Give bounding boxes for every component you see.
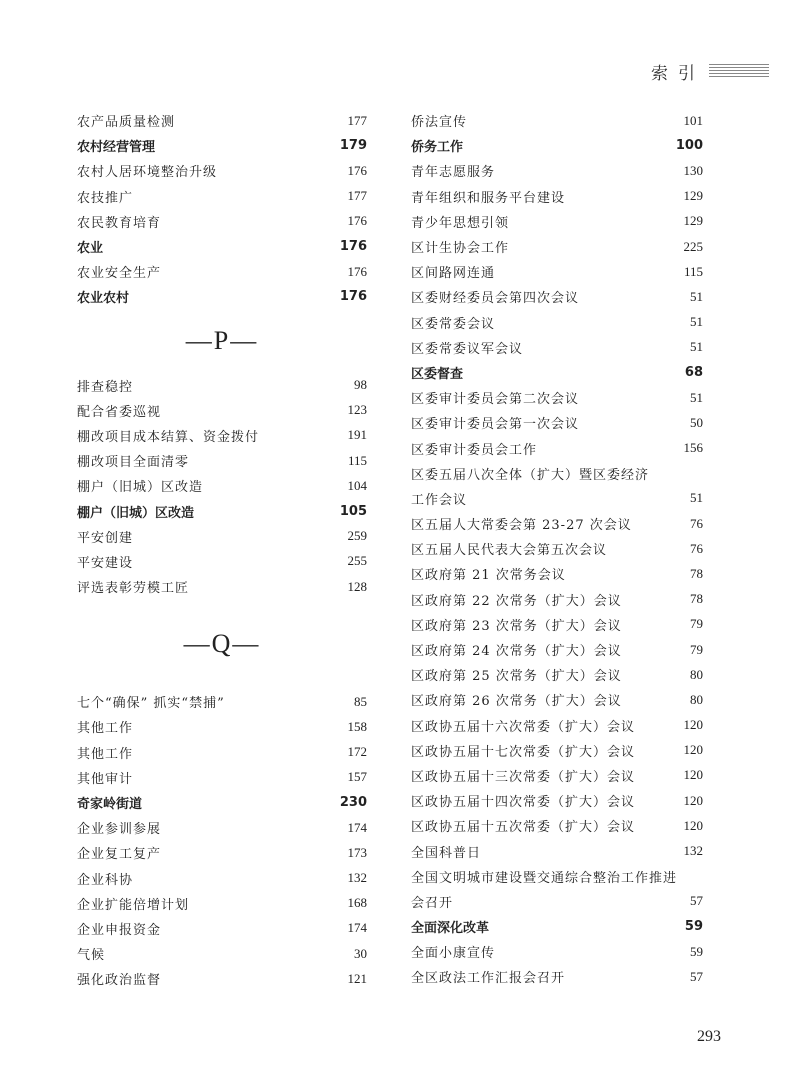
index-entry-term: 全区政法工作汇报会召开 (411, 971, 566, 987)
index-entry-term: 工作会议 (411, 492, 468, 508)
index-group-q (77, 689, 367, 991)
index-entry-page: 128 (347, 578, 367, 594)
index-entry-term: 其他工作 (77, 721, 134, 737)
index-entry (411, 713, 703, 738)
index-entry-page: 76 (690, 515, 703, 531)
index-entry (411, 637, 703, 662)
index-entry-term: 棚户（旧城）区改造 (77, 480, 204, 496)
index-entry-page: 104 (347, 477, 367, 493)
index-entry-page: 98 (354, 377, 367, 393)
index-entry (411, 939, 703, 964)
index-entry-page: 120 (683, 817, 703, 833)
index-entry (411, 864, 703, 889)
section-heading-q: —Q— (183, 629, 261, 659)
index-entry-page: 120 (683, 717, 703, 733)
index-entry (77, 209, 367, 234)
index-entry-term: 区委财经委员会第四次会议 (411, 291, 580, 307)
index-entry-page: 132 (683, 843, 703, 859)
index-entry-term: 平安建设 (77, 555, 134, 571)
index-entry-page: 176 (339, 239, 367, 255)
index-entry-term: 全面深化改革 (411, 921, 490, 937)
index-entry-term: 区委审计委员会工作 (411, 442, 538, 458)
index-entry (411, 108, 703, 133)
index-entry (411, 763, 703, 788)
index-entry-term: 农业 (77, 241, 104, 257)
index-entry (77, 373, 367, 398)
index-entry (77, 714, 367, 739)
index-entry (411, 461, 703, 486)
index-entry-term: 奇家岭街道 (77, 797, 143, 813)
index-entry (77, 840, 367, 865)
index-entry (77, 473, 367, 498)
index-entry (411, 587, 703, 612)
index-entry-page: 168 (347, 895, 367, 911)
index-entry (77, 966, 367, 991)
index-entry-term: 农民教育培育 (77, 215, 162, 231)
index-entry-term: 青年组织和服务平台建设 (411, 190, 566, 206)
index-entry-page: 80 (690, 666, 703, 682)
index-entry-term: 企业参训参展 (77, 822, 162, 838)
running-header (651, 57, 769, 85)
index-entry-page: 174 (347, 920, 367, 936)
index-entry-page: 179 (339, 138, 367, 154)
index-entry (411, 385, 703, 410)
index-entry (77, 284, 367, 309)
index-entry (77, 765, 367, 790)
index-entry-page: 255 (347, 553, 367, 569)
index-entry (411, 209, 703, 234)
index-entry (77, 916, 367, 941)
index-entry-term: 区间路网连通 (411, 266, 496, 282)
index-entry-page: 78 (690, 565, 703, 581)
index-entry-page: 30 (354, 945, 367, 961)
index-entry-term: 农业农村 (77, 291, 130, 307)
index-entry-term: 农技推广 (77, 190, 134, 206)
index-entry-page: 51 (690, 490, 703, 506)
index-entry-term: 配合省委巡视 (77, 404, 162, 420)
index-entry-term: 气候 (77, 948, 106, 964)
index-column-left (77, 108, 367, 991)
index-entry-page: 191 (347, 427, 367, 443)
index-entry-page: 176 (339, 289, 367, 305)
header-decoration-lines (709, 64, 769, 78)
index-entry (411, 133, 703, 158)
index-entry-term: 区五届人大常委会第 23-27 次会议 (411, 518, 632, 534)
index-entry-term: 区委审计委员会第二次会议 (411, 392, 580, 408)
index-entry-page: 130 (683, 162, 703, 178)
index-entry-page: 129 (683, 213, 703, 229)
index-entry-page: 50 (690, 414, 703, 430)
index-entry-page: 174 (347, 819, 367, 835)
index-entry-term: 棚改项目成本结算、资金拨付 (77, 429, 260, 445)
index-entry-term: 区政府第 22 次常务（扩大）会议 (411, 593, 622, 609)
index-entry-page: 51 (690, 339, 703, 355)
index-entry (77, 158, 367, 183)
index-entry (77, 549, 367, 574)
index-entry (411, 662, 703, 687)
index-entry (77, 184, 367, 209)
index-entry-page: 121 (347, 970, 367, 986)
index-entry-page: 59 (684, 919, 703, 935)
index-group-q-continued (411, 108, 703, 990)
index-entry-page: 123 (347, 402, 367, 418)
index-entry (77, 259, 367, 284)
index-entry-page: 177 (347, 188, 367, 204)
index-entry (411, 184, 703, 209)
index-entry-term: 全国科普日 (411, 845, 482, 861)
index-entry-term: 区政府第 24 次常务（扩大）会议 (411, 644, 622, 660)
index-entry (77, 398, 367, 423)
index-entry (411, 511, 703, 536)
index-entry-page: 51 (690, 389, 703, 405)
index-entry-page: 176 (347, 213, 367, 229)
index-entry-term: 全国文明城市建设暨交通综合整治工作推进 (411, 870, 678, 886)
index-entry-page: 173 (347, 844, 367, 860)
index-entry-term: 农村经营管理 (77, 140, 156, 156)
index-entry-term: 区委常委议军会议 (411, 341, 524, 357)
index-entry (77, 524, 367, 549)
index-entry-page: 120 (683, 767, 703, 783)
index-entry-page: 100 (675, 138, 703, 154)
index-entry-term: 强化政治监督 (77, 973, 162, 989)
index-entry (77, 815, 367, 840)
index-entry-term: 七个“确保” 抓实“禁捕” (77, 696, 225, 712)
index-entry-page: 132 (347, 870, 367, 886)
index-entry-page: 85 (354, 693, 367, 709)
index-entry-page: 79 (690, 616, 703, 632)
index-entry-term: 区政府第 21 次常务会议 (411, 568, 566, 584)
index-entry-page: 177 (347, 112, 367, 128)
index-entry-page: 78 (690, 591, 703, 607)
index-entry-term: 区政协五届十六次常委（扩大）会议 (411, 719, 636, 735)
index-entry (411, 788, 703, 813)
section-heading-p: —P— (185, 326, 259, 355)
index-entry-term: 区计生协会工作 (411, 241, 510, 257)
index-entry-term: 棚改项目全面清零 (77, 455, 190, 471)
index-entry (411, 158, 703, 183)
index-entry-page: 80 (690, 691, 703, 707)
index-entry-page: 57 (690, 968, 703, 984)
index-entry-term: 区政府第 26 次常务（扩大）会议 (411, 694, 622, 710)
index-entry (77, 941, 367, 966)
index-entry-page: 59 (690, 943, 703, 959)
index-entry-page: 115 (683, 263, 703, 279)
index-entry (77, 740, 367, 765)
index-entry-term: 青年志愿服务 (411, 165, 496, 181)
index-entry-term: 排查稳控 (77, 379, 134, 395)
index-entry-page: 176 (347, 263, 367, 279)
index-entry (411, 536, 703, 561)
index-entry-term: 区政协五届十五次常委（扩大）会议 (411, 820, 636, 836)
index-entry-page: 57 (690, 893, 703, 909)
index-entry-page: 176 (347, 162, 367, 178)
index-entry-page: 76 (690, 540, 703, 556)
index-entry-term: 区委五届八次全体（扩大）暨区委经济 (411, 467, 650, 483)
index-entry (77, 866, 367, 891)
index-entry (411, 813, 703, 838)
index-entry-term: 平安创建 (77, 530, 134, 546)
index-group-p (77, 373, 367, 600)
index-entry (411, 561, 703, 586)
index-entry-term: 企业扩能倍增计划 (77, 897, 190, 913)
index-entry (411, 738, 703, 763)
index-entry (411, 335, 703, 360)
index-entry-page: 230 (339, 795, 367, 811)
index-entry-page: 51 (690, 314, 703, 330)
index-entry-term: 区政协五届十三次常委（扩大）会议 (411, 769, 636, 785)
index-column-right (411, 108, 703, 990)
index-entry-page: 129 (683, 188, 703, 204)
index-entry (411, 259, 703, 284)
page-number: 293 (697, 1028, 721, 1045)
index-entry (77, 790, 367, 815)
index-entry (411, 234, 703, 259)
index-entry-term: 区五届人民代表大会第五次会议 (411, 543, 608, 559)
index-entry-term: 全面小康宣传 (411, 946, 496, 962)
index-entry-page: 105 (339, 503, 367, 519)
index-entry-term: 评选表彰劳模工匠 (77, 581, 190, 597)
index-entry-term: 企业申报资金 (77, 922, 162, 938)
index-entry-page: 225 (683, 238, 703, 254)
index-entry-term: 其他工作 (77, 746, 134, 762)
index-entry (77, 448, 367, 473)
index-entry-term: 企业复工复产 (77, 847, 162, 863)
index-entry (77, 689, 367, 714)
index-entry (77, 574, 367, 599)
index-entry (77, 133, 367, 158)
index-entry-term: 区政协五届十七次常委（扩大）会议 (411, 744, 636, 760)
index-entry-term: 侨法宣传 (411, 115, 468, 131)
index-entry-term: 农产品质量检测 (77, 115, 176, 131)
index-entry-term: 侨务工作 (411, 140, 464, 156)
index-entry (77, 423, 367, 448)
index-entry-page: 157 (347, 769, 367, 785)
index-entry-term: 区政府第 23 次常务（扩大）会议 (411, 618, 622, 634)
index-entry-page: 158 (347, 718, 367, 734)
index-entry (411, 838, 703, 863)
index-entry-term: 区政协五届十四次常委（扩大）会议 (411, 795, 636, 811)
index-entry-term: 企业科协 (77, 872, 134, 888)
index-entry-page: 101 (683, 112, 703, 128)
index-entry-page: 68 (684, 364, 703, 380)
index-entry (411, 360, 703, 385)
index-entry (411, 964, 703, 989)
index-entry (411, 435, 703, 460)
index-entry-term: 农业安全生产 (77, 266, 162, 282)
index-entry-term: 区政府第 25 次常务（扩大）会议 (411, 669, 622, 685)
index-entry-term: 青少年思想引领 (411, 215, 510, 231)
index-entry-page: 259 (347, 528, 367, 544)
index-entry (411, 410, 703, 435)
index-entry (77, 891, 367, 916)
index-entry (411, 612, 703, 637)
index-entry-page: 120 (683, 792, 703, 808)
index-entry-term: 会召开 (411, 895, 454, 911)
index-entry-term: 区委常委会议 (411, 316, 496, 332)
index-entry-page: 172 (347, 744, 367, 760)
index-group-n (77, 108, 367, 310)
index-entry (411, 914, 703, 939)
index-entry (411, 310, 703, 335)
index-entry (77, 234, 367, 259)
index-entry (411, 284, 703, 309)
index-entry-term: 其他审计 (77, 771, 134, 787)
index-entry-page: 79 (690, 641, 703, 657)
index-entry (77, 498, 367, 523)
index-entry-page: 120 (683, 742, 703, 758)
header-title: 索引 (651, 63, 705, 84)
index-entry-term: 区委督查 (411, 366, 464, 382)
index-entry-term: 区委审计委员会第一次会议 (411, 417, 580, 433)
index-entry (411, 687, 703, 712)
index-entry (411, 486, 703, 511)
index-entry (411, 889, 703, 914)
index-entry-page: 51 (690, 288, 703, 304)
index-entry (77, 108, 367, 133)
index-entry-page: 115 (347, 452, 367, 468)
index-entry-page: 156 (683, 440, 703, 456)
index-entry-term: 棚户（旧城）区改造 (77, 505, 195, 521)
index-entry-term: 农村人居环境整治升级 (77, 165, 218, 181)
